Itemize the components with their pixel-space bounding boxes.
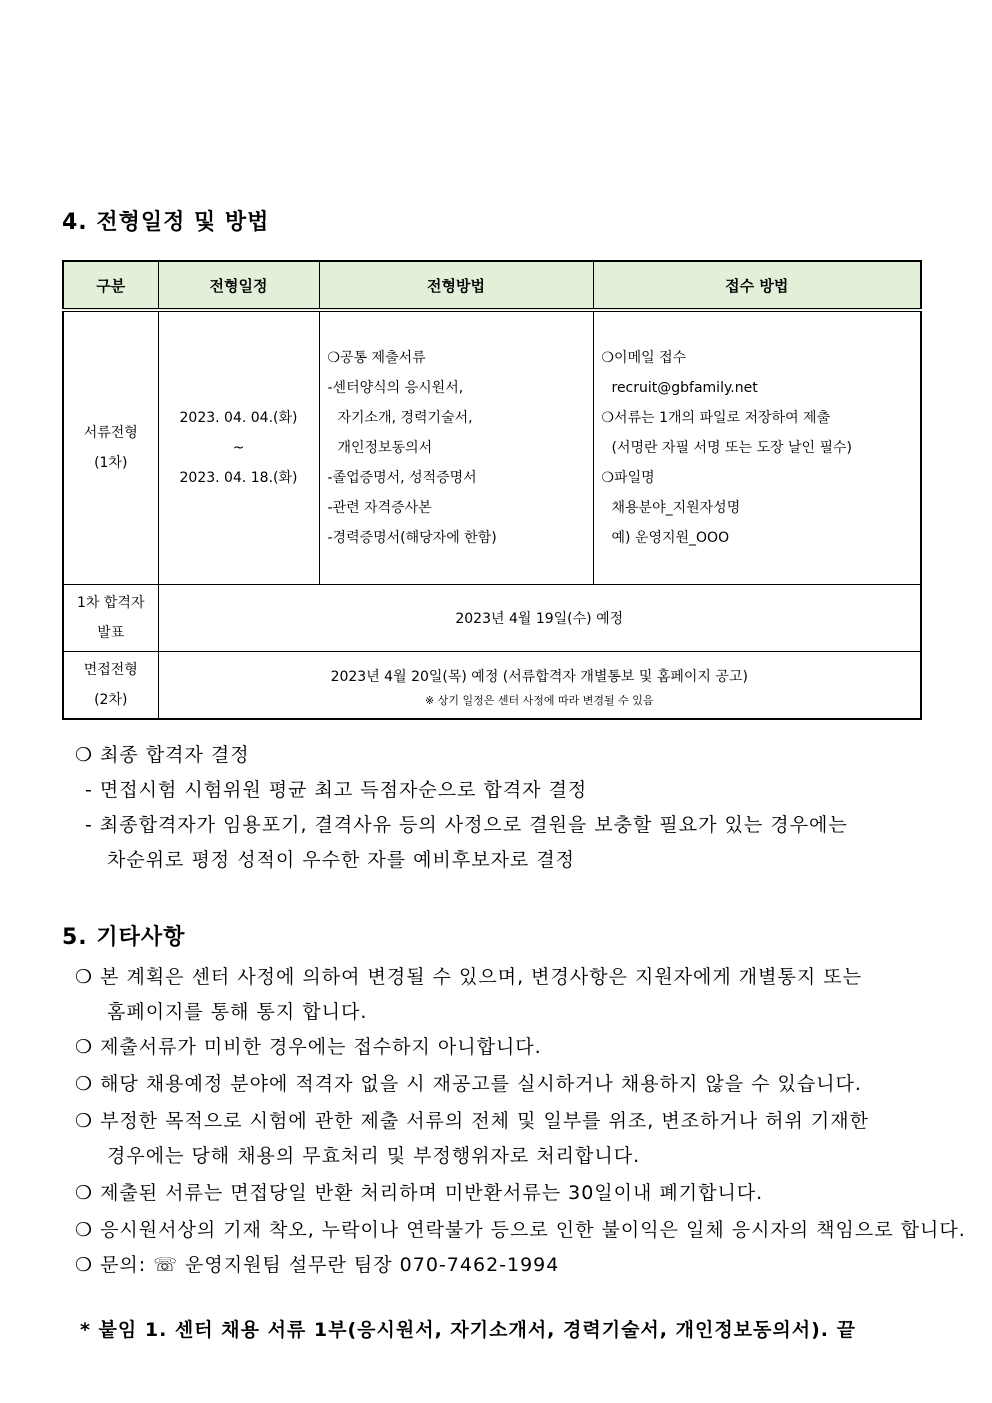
header-schedule: 전형일정 (158, 261, 319, 310)
cell-category: 면접전형 (2차) (63, 652, 158, 720)
table-header-row (63, 261, 921, 310)
schedule-note: ※ 상기 일정은 센터 사정에 따라 변경될 수 있음 (425, 694, 654, 707)
cell-schedule: 2023. 04. 04.(화) ~ 2023. 04. 18.(화) (158, 310, 319, 585)
schedule-table (62, 260, 922, 720)
table-row-announcement (63, 585, 921, 652)
cell-receipt: ❍이메일 접수 recruit@gbfamily.net ❍서류는 1개의 파일로 저장하여 제출 (서명란 자필 서명 또는 도장 날인 필수) ❍파일명 채용분야_지원자성명 예) 운영지원_OOO (593, 310, 921, 585)
header-category: 구분 (63, 261, 158, 310)
final-selection-item: - 최종합격자가 임용포기, 결격사유 등의 사정으로 결원을 보충할 필요가 있는 경우에는 차순위로 평정 성적이 우수한 자를 예비후보자로 결정 (85, 814, 848, 871)
section-4-title: 4. 전형일정 및 방법 (62, 210, 270, 235)
table-row-document-round (63, 310, 921, 585)
table-row-interview-round (63, 652, 921, 720)
notice-item: ❍ 본 계획은 센터 사정에 의하여 변경될 수 있으며, 변경사항은 지원자에게 개별통지 또는 홈페이지를 통해 통지 합니다. (75, 966, 862, 1023)
notice-item: ❍ 부정한 목적으로 시험에 관한 제출 서류의 전체 및 일부를 위조, 변조하거나 허위 기재한 경우에는 당해 채용의 무효처리 및 부정행위자로 처리합니다. (75, 1110, 869, 1167)
contact-item: ❍ 문의: ☏ 운영지원팀 설무란 팀장 070-7462-1994 (75, 1254, 560, 1276)
cell-category: 서류전형 (1차) (63, 310, 158, 585)
cell-interview-detail: 2023년 4월 20일(목) 예정 (서류합격자 개별통보 및 홈페이지 공고) ※ 상기 일정은 센터 사정에 따라 변경될 수 있음 (158, 652, 921, 720)
notice-item: ❍ 응시원서상의 기재 착오, 누락이나 연락불가 등으로 인한 불이익은 일체 응시자의 책임으로 합니다. (75, 1219, 966, 1241)
cell-method: ❍공통 제출서류 -센터양식의 응시원서, 자기소개, 경력기술서, 개인정보동의서 -졸업증명서, 성적증명서 -관련 자격증사본 -경력증명서(해당자에 한함) (319, 310, 593, 585)
attachment-note: * 붙임 1. 센터 채용 서류 1부(응시원서, 자기소개서, 경력기술서, 개인정보동의서). 끝 (80, 1319, 856, 1341)
notice-item: ❍ 해당 채용예정 분야에 적격자 없을 시 재공고를 실시하거나 채용하지 않을 수 있습니다. (75, 1073, 862, 1095)
section-5-title: 5. 기타사항 (62, 925, 186, 950)
final-selection-heading: ❍ 최종 합격자 결정 (75, 744, 250, 766)
notice-item: ❍ 제출된 서류는 면접당일 반환 처리하며 미반환서류는 30일이내 폐기합니다. (75, 1182, 764, 1204)
email-address: recruit@gbfamily.net (611, 380, 758, 396)
header-method: 전형방법 (319, 261, 593, 310)
final-selection-item: - 면접시험 시험위원 평균 최고 득점자순으로 합격자 결정 (85, 779, 588, 801)
cell-category: 1차 합격자 발표 (63, 585, 158, 652)
header-receipt: 접수 방법 (593, 261, 921, 310)
notice-item: ❍ 제출서류가 미비한 경우에는 접수하지 아니합니다. (75, 1036, 542, 1058)
cell-announcement-date: 2023년 4월 19일(수) 예정 (158, 585, 921, 652)
